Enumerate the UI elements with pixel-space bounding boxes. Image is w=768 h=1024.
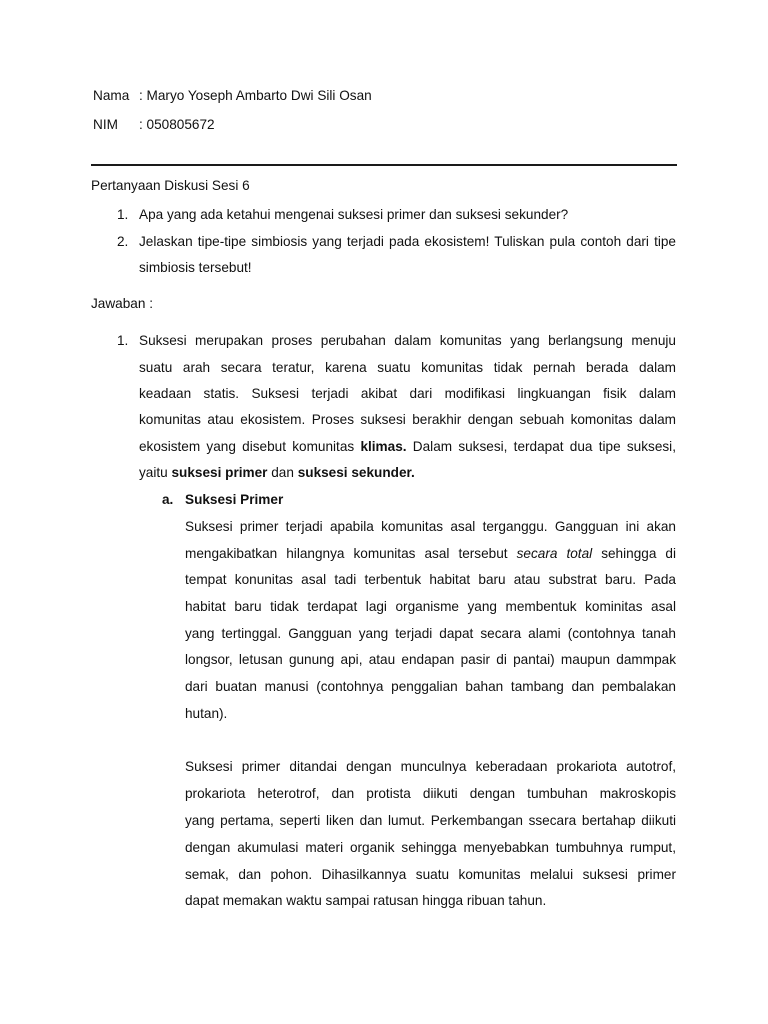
para-1-line-8: hutan). [185, 706, 228, 721]
nim-label: NIM [93, 117, 118, 132]
nim-value: : 050805672 [139, 117, 215, 132]
para-1-line-6: longsor, letusan gunung api, atau endapan pasir di pantai) maupun dammpak [185, 652, 676, 667]
term-suksesi-primer: suksesi primer [171, 465, 268, 480]
nama-label: Nama [93, 88, 130, 103]
answer-1-line-6-text-c: dan [267, 465, 298, 480]
answer-1-line-3: keadaan statis. Suksesi terjadi akibat dari modifikasi lingkuangan fisik dalam [139, 386, 676, 401]
para-1-line-2 [185, 546, 676, 561]
para-1-line-7: dari buatan manusi (contohnya penggalian bahan tambang dan pembalakan [185, 679, 676, 694]
para-1-line-2-text-a: mengakibatkan hilangnya komunitas asal tersebut [185, 546, 517, 561]
answer-1-line-5-text-b: Dalam suksesi, terdapat dua tipe suksesi, [406, 439, 676, 454]
answer-1-number: 1. [117, 333, 129, 348]
answer-1-line-6 [139, 465, 415, 480]
sub-a-letter: a. [162, 492, 174, 507]
term-klimas: klimas. [360, 439, 407, 454]
answer-1-line-5 [139, 439, 676, 454]
question-2-text-line-1: Jelaskan tipe-tipe simbiosis yang terjadi pada ekosistem! Tuliskan pula contoh dari tipe [139, 234, 676, 249]
question-2-text-line-2: simbiosis tersebut! [139, 260, 252, 275]
para-2-line-6: dapat memakan waktu sampai ratusan hingga ribuan tahun. [185, 893, 547, 908]
para-2-line-2: prokariota heterotrof, dan protista diikuti dengan tumbuhan makroskopis [185, 786, 676, 801]
answer-1-line-6-text-a: yaitu [139, 465, 172, 480]
para-2-line-3: yang pertama, seperti liken dan lumut. Perkembangan ssecara bertahap diikuti [185, 813, 676, 828]
nama-value: : Maryo Yoseph Ambarto Dwi Sili Osan [139, 88, 372, 103]
answer-1-line-2: suatu arah secara teratur, karena suatu komunitas tidak pernah berada dalam [139, 360, 676, 375]
para-1-line-2-text-b: sehingga di [592, 546, 676, 561]
answers-label: Jawaban : [91, 296, 153, 311]
question-2-number: 2. [117, 234, 129, 249]
para-1-line-4: habitat baru tidak terdapat lagi organisme yang membentuk kominitas asal [185, 599, 676, 614]
para-2-line-4: dengan akumulasi materi organik sehingga menyebabkan tumbuhnya rumput, [185, 840, 676, 855]
answer-1-line-5-text-a: ekosistem yang disebut komunitas [139, 439, 361, 454]
para-2-line-5: semak, dan pohon. Dihasilkannya suatu komunitas melalui suksesi primer [185, 867, 676, 882]
question-1-number: 1. [117, 207, 129, 222]
para-1-line-5: yang tertinggal. Gangguan yang terjadi dapat secara alami (contohnya tanah [185, 626, 676, 641]
sub-a-title: Suksesi Primer [185, 492, 284, 507]
question-1-text: Apa yang ada ketahui mengenai suksesi primer dan suksesi sekunder? [139, 207, 569, 222]
answer-1-line-4: komunitas atau ekosistem. Proses suksesi berakhir dengan sebuah komonitas dalam [139, 412, 676, 427]
term-suksesi-sekunder: suksesi sekunder. [297, 465, 415, 480]
para-1-line-1: Suksesi primer terjadi apabila komunitas asal terganggu. Gangguan ini akan [185, 519, 676, 534]
header-divider [91, 164, 677, 166]
answer-1-line-1: Suksesi merupakan proses perubahan dalam komunitas yang berlangsung menuju [139, 333, 676, 348]
para-2-line-1: Suksesi primer ditandai dengan munculnya keberadaan prokariota autotrof, [185, 759, 676, 774]
para-1-line-3: tempat konunitas asal tadi terbentuk habitat baru atau substrat baru. Pada [185, 572, 676, 587]
term-secara-total: secara total [516, 546, 593, 561]
questions-title: Pertanyaan Diskusi Sesi 6 [91, 178, 250, 193]
